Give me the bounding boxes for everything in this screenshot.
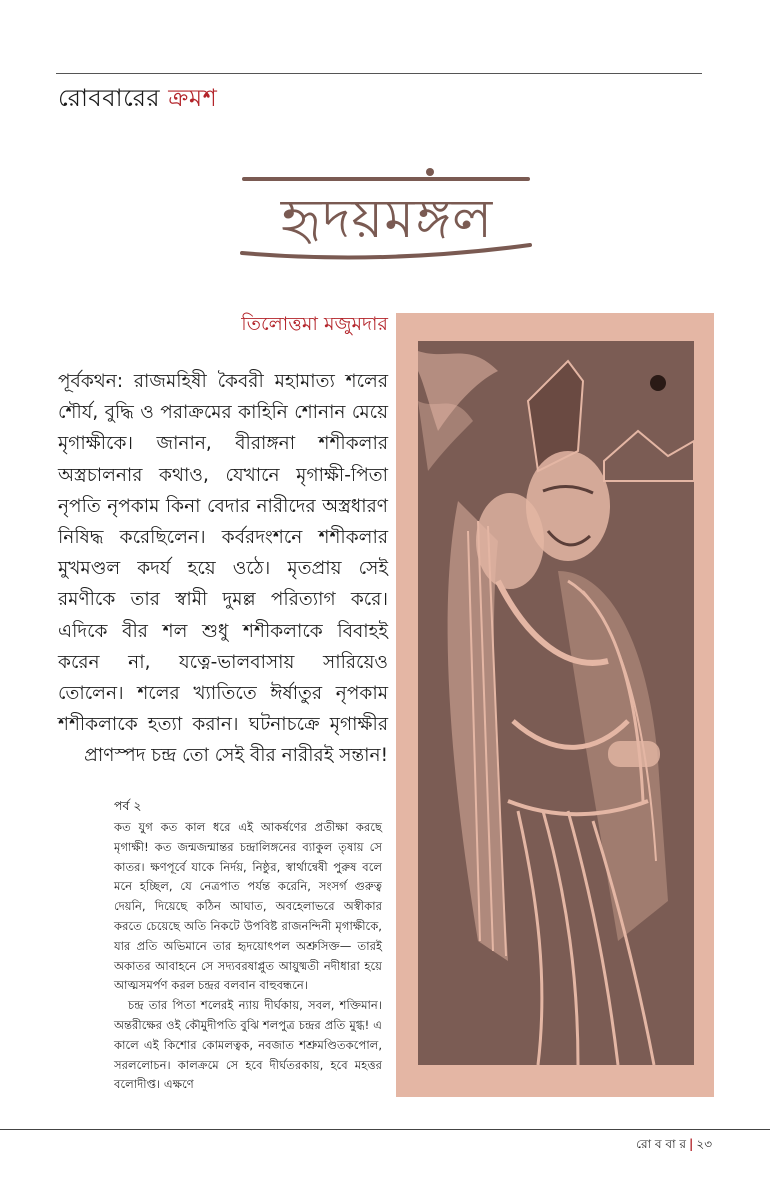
body-paragraph-1: কত যুগ কত কাল ধরে এই আকর্ষণের প্রতীক্ষা করছে মৃগাক্ষী! কত জন্মজন্মান্তর চন্দ্রালিঙ্গনের ব্যাকুল তৃষায় সে কাতর। ক্ষণপূর্বে যাকে নির্দয়, নিষ্ঠুর, স্বার্থান্বেষী পুরুষ বলে মনে হচ্ছিল, যে নেত্রপাত পর্যন্ত করেনি, সংসর্গ গুরুত্ব দেয়নি, দিয়েছে কঠিন আঘাত, অবহেলাভরে অস্বীকার করতে চেয়েছে অতি নিকটে উপবিষ্ট রাজনন্দিনী মৃগাক্ষীকে, যার প্রতি অভিমানে তার হৃদয়োৎপল অশ্রুসিক্ত— তারই অকাতর আবাহনে সে সদ্যবরষাপ্লুত আয়ুষ্মতী নদীধারা হয়ে আত্মসমর্পণ করল চন্দ্রর বলবান বাহুবন্ধনে।	[114, 820, 382, 993]
page-footer	[636, 1136, 712, 1156]
magazine-name: রো ব বা র	[636, 1137, 686, 1151]
top-rule	[56, 73, 702, 74]
footer-separator: |	[689, 1137, 694, 1151]
summary-text: পূর্বকথন: রাজমহিষী কৈবরী মহামাত্য শলের শৌর্য, বুদ্ধি ও পরাক্রমের কাহিনি শোনান মেয়ে মৃগাক্ষীকে। জানান, বীরাঙ্গনা শশীকলার অস্ত্রচালনার কথাও, যেখানে মৃগাক্ষী-পিতা নৃপতি নৃপকাম কিনা বেদার নারীদের অস্ত্রধারণ নিষিদ্ধ করেছিলেন। কর্বরদংশনে শশীকলার মুখমণ্ডল কদর্য হয়ে ওঠে। মৃতপ্রায় সেই রমণীকে তার স্বামী দুমল্ল পরিত্যাগ করে। এদিকে বীর শল শুধু শশীকলাকে বিবাহই করেন না, যত্নে-ভালবাসায় সারিয়েও তোলেন। শলের খ্যাতিতে ঈর্ষাতুর নৃপকাম শশীকলাকে হত্যা করান। ঘটনাচক্রে মৃগাক্ষীর প্রাণস্পদ চন্দ্র তো সেই বীর নারীরই সন্তান!	[58, 371, 388, 767]
page-number: ২৩	[696, 1137, 712, 1151]
section-accent: ক্রমশ	[168, 84, 218, 112]
title-text: হৃদয়মঙ্গল	[280, 187, 494, 250]
embracing-couple-illustration-icon	[418, 341, 694, 1065]
bottom-rule	[0, 1129, 770, 1130]
body-paragraph-2: চন্দ্র তার পিতা শলেরই ন্যায় দীর্ঘকায়, সবল, শক্তিমান। অন্তরীক্ষের ওই কৌমুদীপতি বুঝি শলপুত্র চন্দ্রর প্রতি মুগ্ধ! এ কালে এই কিশোর কোমলত্বক, নবজাত শশ্রুমণ্ডিতকপোল, সরললোচন। কালক্রমে সে হবে দীর্ঘতরকায়, হবে মহত্তর বলোদীপ্ত। এক্ষণে	[114, 998, 382, 1092]
author-name: তিলোত্তমা মজুমদার	[241, 313, 388, 335]
illustration	[418, 341, 694, 1065]
section-prefix: রোববারের	[58, 84, 161, 112]
illustration-frame	[396, 313, 714, 1097]
episode-label: পর্ব ২	[114, 798, 142, 813]
story-title	[232, 165, 542, 265]
section-header	[58, 80, 217, 120]
story-body	[114, 818, 382, 1095]
